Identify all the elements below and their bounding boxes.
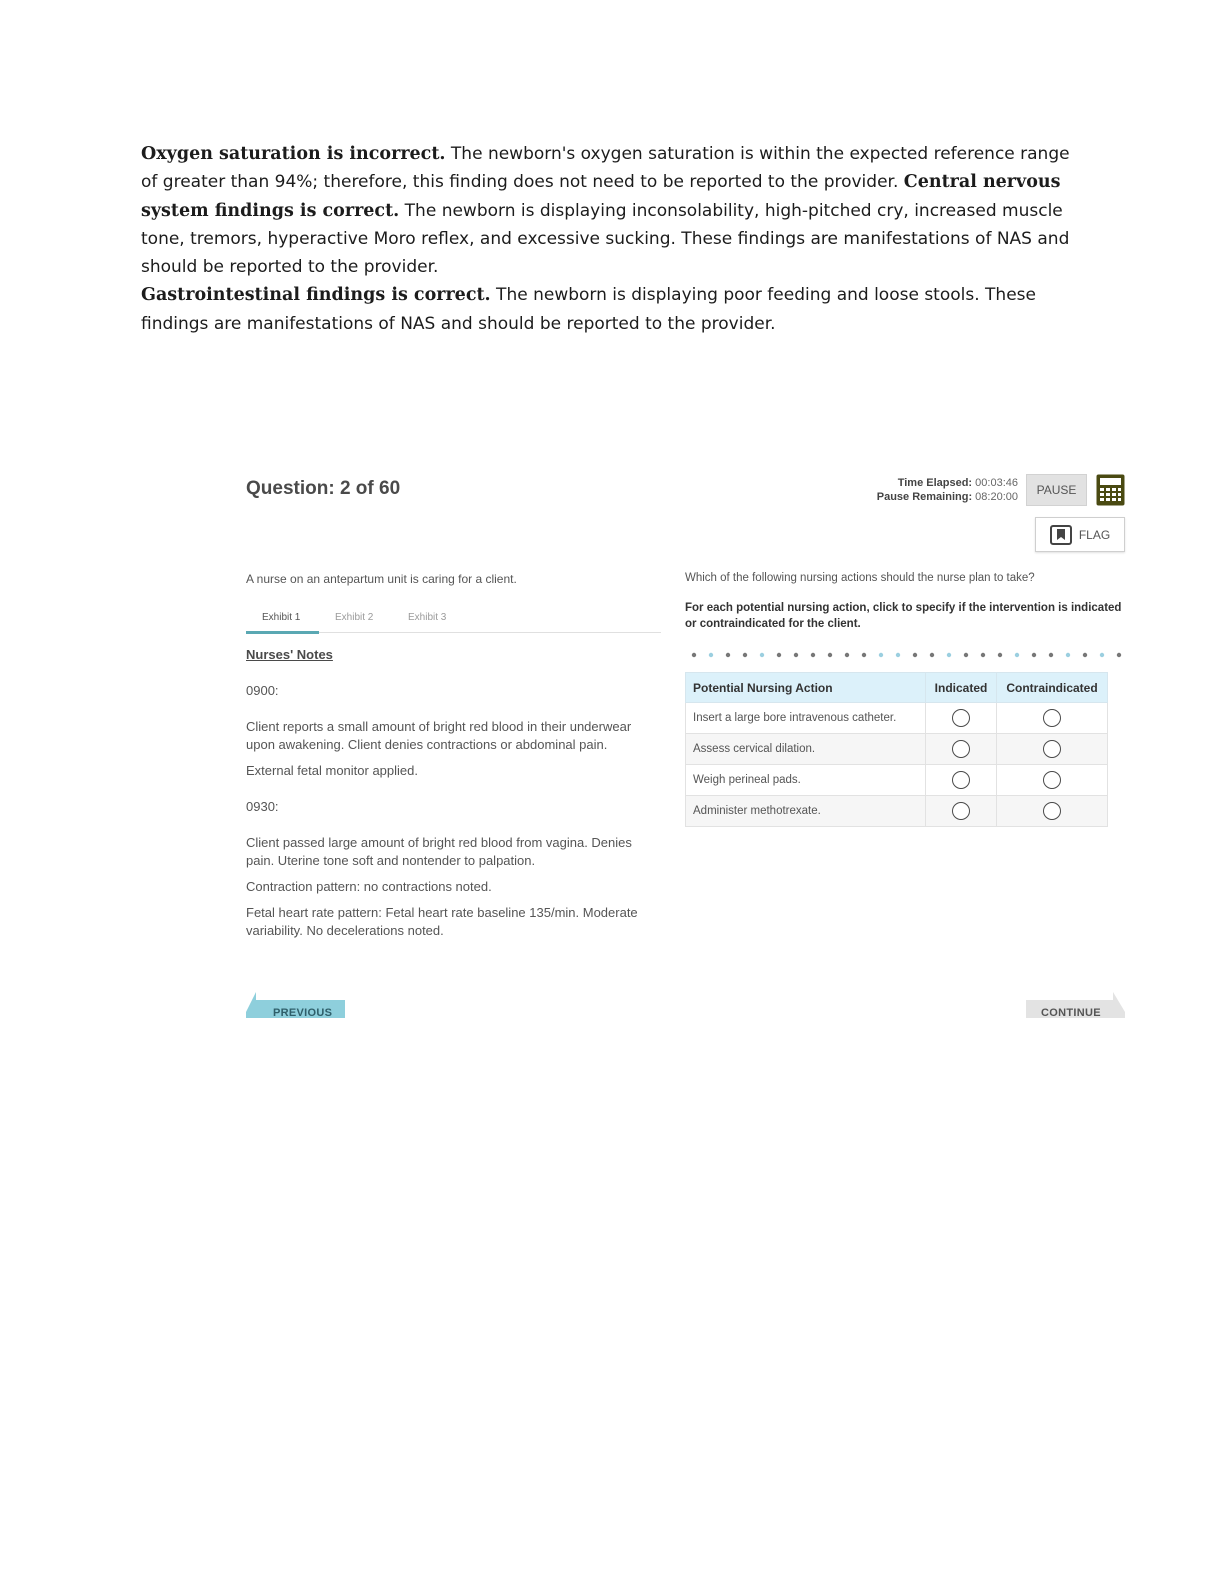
rationale-paragraph-1 xyxy=(141,140,1071,281)
calculator-icon[interactable] xyxy=(1096,474,1125,506)
pause-remaining: Pause Remaining: 08:20:00 xyxy=(876,491,1018,503)
column-header-action: Potential Nursing Action xyxy=(686,673,926,703)
column-header-contraindicated: Contraindicated xyxy=(997,673,1108,703)
rationale-text xyxy=(141,140,1071,338)
contraindicated-radio[interactable] xyxy=(1043,740,1061,758)
rationale-oxygen-text: The newborn's oxygen saturation is within the expected reference range of greater than 94%; therefore, this finding does not need to be reported to the provider. xyxy=(141,144,1070,193)
tab-exhibit-3[interactable]: Exhibit 3 xyxy=(408,612,447,623)
note-entry-3: Client passed large amount of bright red blood from vagina. Denies pain. Uterine tone soft and nontender to palpation. xyxy=(246,835,632,868)
timer xyxy=(877,476,1018,504)
exhibit-tabs xyxy=(246,604,661,633)
question-panel xyxy=(685,572,1125,817)
flag-button[interactable] xyxy=(1035,517,1125,552)
nursing-action-matrix xyxy=(685,672,1108,827)
note-entry-5: Fetal heart rate pattern: Fetal heart rate baseline 135/min. Moderate variability. No decelerations noted. xyxy=(246,905,638,938)
tab-exhibit-2[interactable]: Exhibit 2 xyxy=(335,612,374,623)
note-entry-4: Contraction pattern: no contractions noted. xyxy=(246,879,492,894)
previous-label: PREVIOUS xyxy=(273,1007,333,1019)
continue-label: CONTINUE xyxy=(1041,1007,1101,1019)
contraindicated-radio[interactable] xyxy=(1043,709,1061,727)
bookmark-icon xyxy=(1050,525,1072,545)
action-label: Weigh perineal pads. xyxy=(686,765,926,796)
flag-label: FLAG xyxy=(1078,527,1111,542)
column-header-indicated: Indicated xyxy=(926,673,997,703)
note-entry-2: External fetal monitor applied. xyxy=(246,763,418,778)
case-panel xyxy=(246,572,661,940)
indicated-radio[interactable] xyxy=(952,740,970,758)
exam-screenshot xyxy=(230,462,1130,1022)
contraindicated-radio[interactable] xyxy=(1043,771,1061,789)
rationale-gi-text: The newborn is displaying poor feeding and loose stools. These findings are manifestations of NAS and should be reported to the provider. xyxy=(141,285,1036,334)
rationale-cns-heading: Central nervous system findings is correct. xyxy=(141,172,1061,221)
indicated-radio[interactable] xyxy=(952,709,970,727)
continue-button[interactable] xyxy=(1025,992,1125,1018)
table-row xyxy=(686,796,1108,827)
question-instruction: For each potential nursing action, click to specify if the intervention is indicated or contraindicated for the client. xyxy=(685,602,1122,630)
table-row xyxy=(686,765,1108,796)
rationale-oxygen-heading: Oxygen saturation is incorrect. xyxy=(141,144,446,164)
contraindicated-radio[interactable] xyxy=(1043,802,1061,820)
pause-button[interactable]: PAUSE xyxy=(1026,474,1087,506)
action-label: Insert a large bore intravenous catheter. xyxy=(686,703,926,734)
dotted-divider xyxy=(685,650,1125,660)
rationale-gi-heading: Gastrointestinal findings is correct. xyxy=(141,285,491,306)
previous-button[interactable] xyxy=(246,992,346,1018)
case-intro: A nurse on an antepartum unit is caring for a client. xyxy=(246,572,517,586)
tab-exhibit-1[interactable]: Exhibit 1 xyxy=(262,612,301,623)
note-entry-1: Client reports a small amount of bright red blood in their underwear upon awakening. Client denies contractions or abdominal pain. xyxy=(246,719,632,752)
table-row xyxy=(686,734,1108,765)
action-label: Administer methotrexate. xyxy=(686,796,926,827)
rationale-cns-text: The newborn is displaying inconsolability, high-pitched cry, increased muscle tone, tremors, hyperactive Moro reflex, and excessive sucking. These findings are manifestations of NAS and should be reported to the provider. xyxy=(141,200,1070,278)
time-elapsed: Time Elapsed: 00:03:46 xyxy=(897,477,1018,489)
action-label: Assess cervical dilation. xyxy=(686,734,926,765)
question-counter: Question: 2 of 60 xyxy=(246,478,401,499)
indicated-radio[interactable] xyxy=(952,771,970,789)
note-time-0900: 0900: xyxy=(246,683,279,698)
indicated-radio[interactable] xyxy=(952,802,970,820)
question-prompt: Which of the following nursing actions should the nurse plan to take? xyxy=(685,572,1035,584)
rationale-paragraph-2 xyxy=(141,281,1071,338)
table-row xyxy=(686,703,1108,734)
nurses-notes-title: Nurses' Notes xyxy=(246,647,333,662)
note-time-0930: 0930: xyxy=(246,799,279,814)
active-tab-indicator xyxy=(246,631,319,634)
